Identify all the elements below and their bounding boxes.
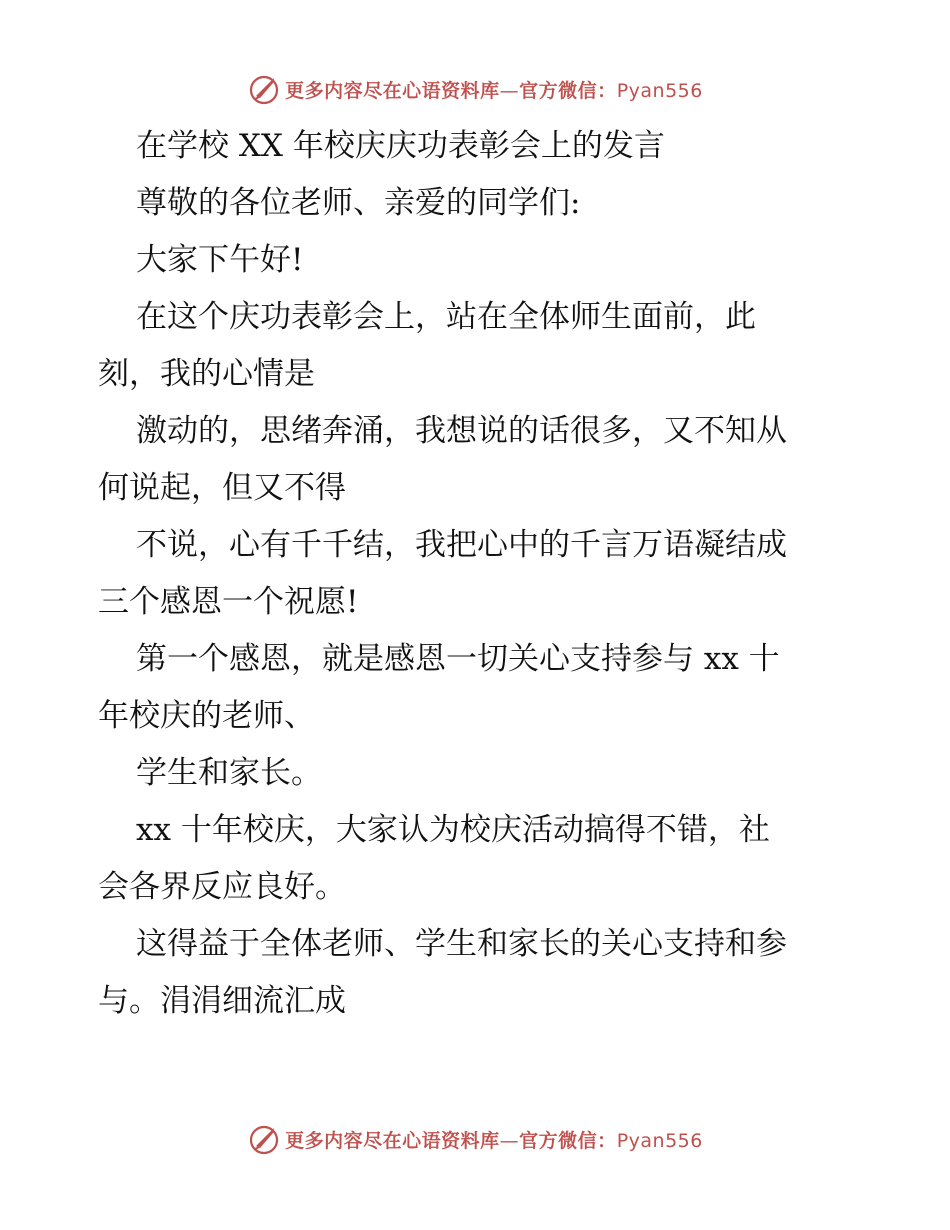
paragraph-line: 与。涓涓细流汇成 [98,983,346,1019]
document-title: 在学校 XX 年校庆庆功表彰会上的发言 [136,128,665,164]
paragraph-line: 尊敬的各位老师、亲爱的同学们: [136,185,581,221]
header-watermark [0,72,950,106]
paragraph-line: 激动的，思绪奔涌，我想说的话很多，又不知从 [136,413,787,449]
paragraph-line: xx 十年校庆，大家认为校庆活动搞得不错，社 [136,812,770,848]
watermark-text [285,1126,703,1153]
footer-watermark [0,1122,950,1156]
watermark-title: 更多内容尽在心语资料库 [285,1129,500,1152]
watermark-text [285,76,703,103]
quill-logo-icon [247,1122,281,1156]
watermark-dash: — [499,79,520,102]
paragraph-line: 会各界反应良好。 [98,869,346,905]
paragraph-line: 何说起，但又不得 [98,470,346,506]
watermark-dash: — [499,1129,520,1152]
paragraph-line: 在这个庆功表彰会上，站在全体师生面前，此 [136,299,756,335]
document-body [98,118,878,1030]
paragraph-line: 三个感恩一个祝愿! [98,584,359,620]
watermark-id: Pyan556 [616,1129,703,1152]
paragraph-line: 这得益于全体老师、学生和家长的关心支持和参 [136,926,787,962]
watermark-title: 更多内容尽在心语资料库 [285,79,500,102]
watermark-label: 官方微信： [519,1129,617,1152]
paragraph-line: 学生和家长。 [136,755,322,791]
paragraph-line: 年校庆的老师、 [98,698,315,734]
paragraph-line: 大家下午好! [136,242,304,278]
paragraph-line: 刻，我的心情是 [98,356,315,392]
watermark-id: Pyan556 [616,79,703,102]
quill-logo-icon [247,72,281,106]
watermark-label: 官方微信： [519,79,617,102]
paragraph-line: 第一个感恩，就是感恩一切关心支持参与 xx 十 [136,641,780,677]
paragraph-line: 不说，心有千千结，我把心中的千言万语凝结成 [136,527,787,563]
